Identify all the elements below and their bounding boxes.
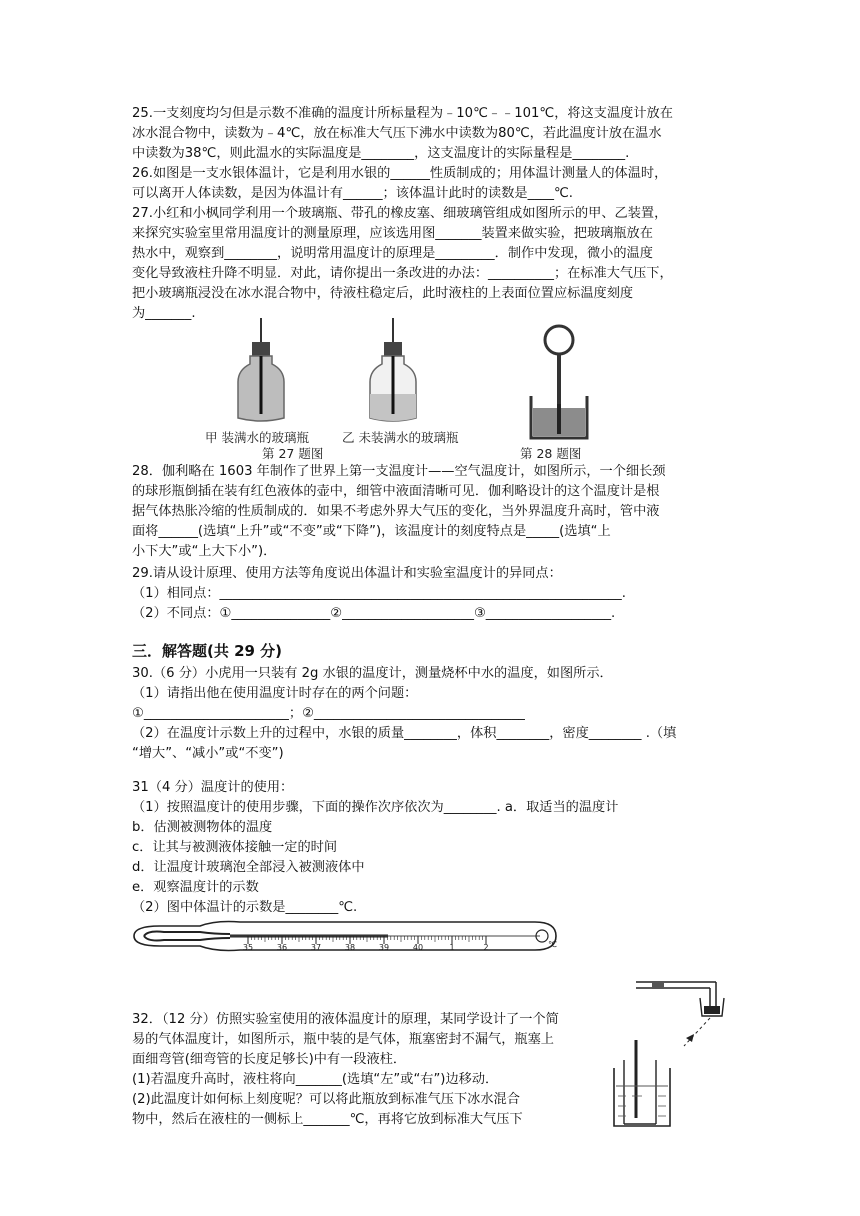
thermometer-unit: ℃: [548, 940, 557, 949]
text-line: 热水中，观察到________，说明常用温度计的原理是_________．制作中发现，微小的温度: [132, 246, 653, 261]
text-line: 把小玻璃瓶浸没在冰水混合物中，待液柱稳定后，此时液柱的上表面位置应标温度刻度: [132, 286, 634, 301]
figure-27-caption: 第 27 题图: [262, 446, 324, 461]
question-29: [132, 564, 728, 624]
figure-27-label-yi: 乙 未装满水的玻璃瓶: [342, 430, 459, 445]
text-line: 中读数为38℃，则此温水的实际温度是________，这支温度计的实际量程是________.: [132, 146, 630, 161]
text-line: 小下大”或“上大下小”)．: [132, 544, 277, 559]
tick-label: 39: [378, 943, 390, 952]
text-line: e．观察温度计的示数: [132, 880, 259, 895]
tick-label: 2: [483, 943, 489, 952]
tick-label: 37: [310, 943, 322, 952]
text-line: (2)此温度计如何标上刻度呢？可以将此瓶放到标准气压下冰水混合: [132, 1092, 520, 1107]
text-line: 28．伽利略在 1603 年制作了世界上第一支温度计——空气温度计，如图所示，一个细长颈: [132, 464, 666, 479]
text-line: b．估测被测物体的温度: [132, 820, 273, 835]
figure-27-bottles: [230, 318, 490, 424]
text-line: 来探究实验室里常用温度计的测量原理，应该选用图_______装置来做实验，把玻璃瓶放在: [132, 226, 653, 241]
text-line: 冰水混合物中，读数为﹣4℃，放在标准大气压下沸水中读数为80℃，若此温度计放在温水: [132, 126, 662, 141]
text-line: 变化导致液柱升降不明显．对此，请你提出一条改进的办法：__________；在标准大气压下，: [132, 266, 673, 281]
text-line: 面细弯管(细弯管的长度足够长)中有一段液柱．: [132, 1052, 407, 1067]
figure-28-caption: 第 28 题图: [520, 446, 582, 461]
text-line: 27.小红和小枫同学利用一个玻璃瓶、带孔的橡皮塞、细玻璃管组成如图所示的甲、乙装置，: [132, 206, 668, 221]
question-31: [132, 778, 728, 918]
question-30: [132, 664, 728, 764]
question-28: [132, 462, 728, 562]
text-line: 面将______(选填“上升”或“不变”或“下降”)，该温度计的刻度特点是_____(选填“上: [132, 524, 611, 539]
text-line: 可以离开人体读数，是因为体温计有______；该体温计此时的读数是____℃.: [132, 186, 573, 201]
tick-label: 40: [412, 943, 424, 952]
clinical-thermometer: [130, 916, 560, 956]
text-line: 29.请从设计原理、使用方法等角度说出体温计和实验室温度计的异同点：: [132, 566, 562, 581]
figure-27-label-jia: 甲 装满水的玻璃瓶: [205, 430, 309, 445]
text-line: （1）相同点：_____________________________________________________________.: [132, 586, 626, 601]
text-line: 32．（12 分）仿照实验室使用的液体温度计的原理，某同学设计了一个简: [132, 1012, 559, 1027]
text-line: 25.一支刻度均匀但是示数不准确的温度计所标量程为﹣10℃﹣﹣101℃，将这支温度计放在: [132, 106, 673, 121]
section-title: 三．解答题(共 29 分): [132, 642, 283, 660]
text-line: 31（4 分）温度计的使用：: [132, 780, 294, 795]
figure-32-gas-thermometer: [612, 968, 728, 1128]
tick-label: 38: [344, 943, 356, 952]
tick-label: 1: [449, 943, 455, 952]
text-line: 26.如图是一支水银体温计，它是利用水银的______性质制成的；用体温计测量人的体温时，: [132, 166, 668, 181]
text-line: “增大”、“减小”或“不变”): [132, 746, 284, 761]
text-line: 据气体热胀冷缩的性质制成的．如果不考虑外界大气压的变化，当外界温度升高时，管中液: [132, 504, 660, 519]
text-line: d．让温度计玻璃泡全部浸入被测液体中: [132, 860, 365, 875]
question-32: [132, 1010, 628, 1130]
text-line: （1）按照温度计的使用步骤，下面的操作次序依次为________. a．取适当的温度计: [132, 800, 619, 815]
tick-label: 35: [242, 943, 254, 952]
bottle-yi: [370, 318, 416, 421]
text-line: （2）图中体温计的示数是________℃.: [132, 900, 358, 915]
question-25: [132, 104, 728, 164]
bottle-jia: [238, 318, 284, 421]
figure-28-air-thermometer: [525, 324, 595, 444]
text-line: 易的气体温度计，如图所示，瓶中装的是气体，瓶塞密封不漏气，瓶塞上: [132, 1032, 554, 1047]
text-line: 的球形瓶倒插在装有红色液体的壶中，细管中液面清晰可见．伽利略设计的这个温度计是根: [132, 484, 660, 499]
tick-label: 36: [276, 943, 288, 952]
text-line: （2）在温度计示数上升的过程中，水银的质量________，体积________，密度________ .（填: [132, 726, 677, 741]
question-27: [132, 204, 728, 324]
text-line: 为_______.: [132, 306, 196, 321]
question-26: [132, 164, 728, 204]
text-line: 物中，然后在液柱的一侧标上_______℃，再将它放到标准大气压下: [132, 1112, 523, 1127]
text-line: 30.（6 分）小虎用一只装有 2g 水银的温度计，测量烧杯中水的温度，如图所示．: [132, 666, 613, 681]
text-line: (1)若温度升高时，液柱将向_______(选填“左”或“右”)边移动．: [132, 1072, 499, 1087]
text-line: c．让其与被测液体接触一定的时间: [132, 840, 338, 855]
text-line: （1）请指出他在使用温度计时存在的两个问题：: [132, 686, 418, 701]
text-line: （2）不同点：①_______________②____________________③___________________.: [132, 606, 616, 621]
text-line: ①______________________；②________________________________: [132, 706, 525, 721]
